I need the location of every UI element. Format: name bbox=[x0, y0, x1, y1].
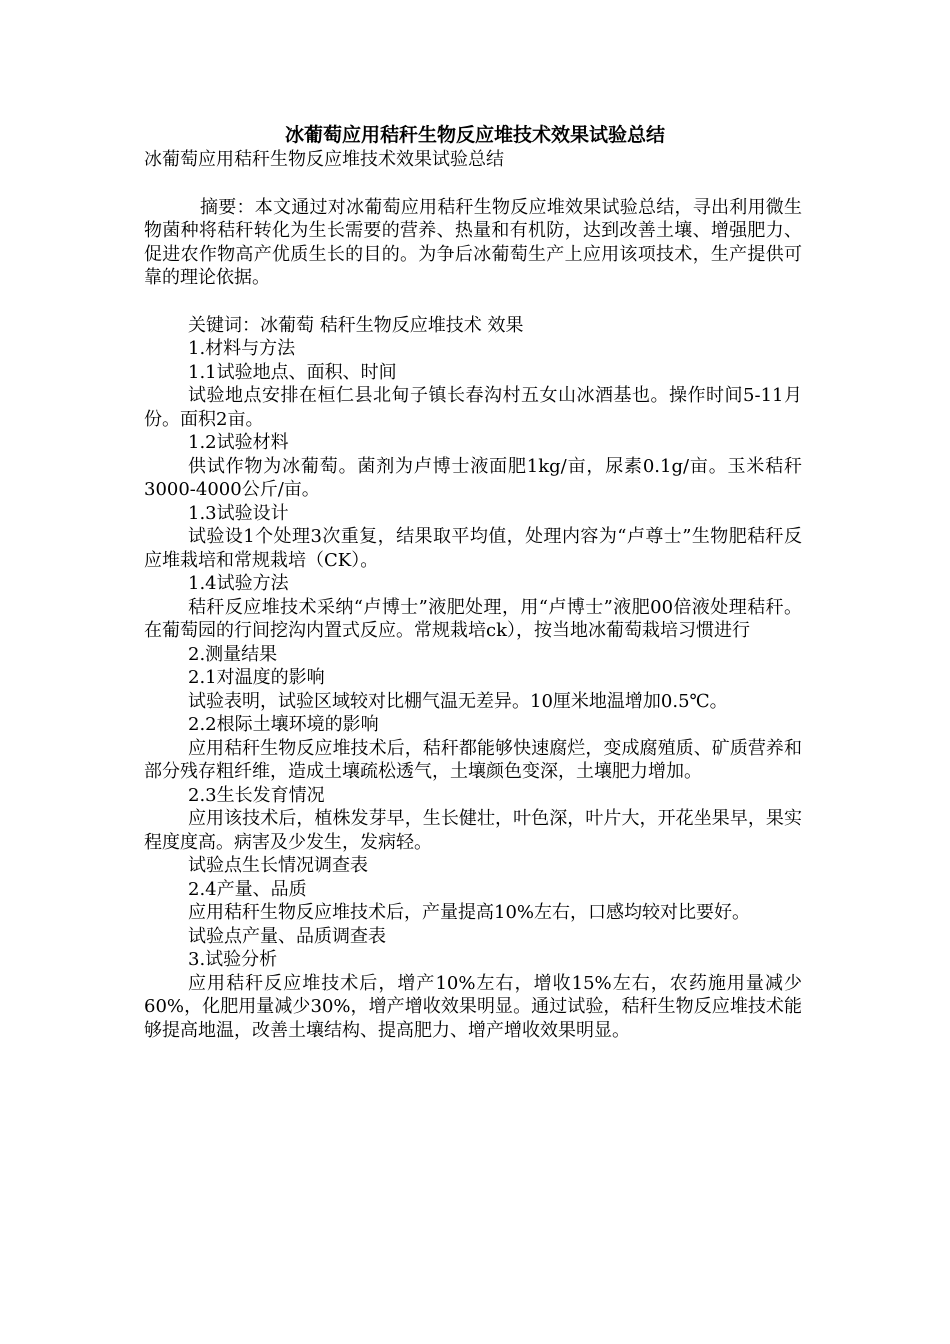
paragraph-2-3: 应用该技术后，植株发芽早，生长健壮，叶色深，叶片大，开花坐果早，果实程度度高。病害及少发生，发病轻。 bbox=[144, 808, 802, 853]
paragraph-1-2: 供试作物为冰葡萄。菌剂为卢博士液面肥1kg/亩，尿素0.1g/亩。玉米秸秆3000-4000公斤/亩。 bbox=[144, 455, 802, 500]
subsection-heading-2-3: 2.3生长发育情况 bbox=[188, 784, 325, 806]
subsection-heading-1-2: 1.2试验材料 bbox=[188, 432, 289, 453]
subsection-heading-2-2: 2.2根际土壤环境的影响 bbox=[188, 714, 379, 735]
document-title: 冰葡萄应用秸秆生物反应堆技术效果试验总结 bbox=[284, 124, 665, 146]
abstract-paragraph: 摘要：本文通过对冰葡萄应用秸秆生物反应堆效果试验总结，寻出利用微生物菌种将秸秆转化为生长需要的营养、热量和有机防，达到改善土壤、增强肥力、促进农作物高产优质生长的目的。为争后冰葡萄生产上应用该项技术，生产提供可靠的理论依据。 bbox=[144, 196, 802, 288]
spacer bbox=[144, 172, 802, 196]
subsection-heading-2-4: 2.4产量、品质 bbox=[188, 878, 307, 900]
section-heading-3: 3.试验分析 bbox=[188, 949, 278, 970]
subsection-heading-1-4: 1.4试验方法 bbox=[188, 573, 289, 594]
spacer bbox=[144, 290, 802, 314]
subsection-heading-1-3: 1.3试验设计 bbox=[188, 502, 289, 524]
paragraph-2-1: 试验表明，试验区域较对比棚气温无差异。10厘米地温增加0.5℃。 bbox=[188, 690, 728, 712]
paragraph-1-3: 试验设1个处理3次重复，结果取平均值，处理内容为“卢尊士”生物肥秸秆反应堆栽培和常规栽培（CK）。 bbox=[144, 526, 802, 571]
table-caption-yield: 试验点产量、品质调查表 bbox=[188, 925, 386, 947]
subsection-heading-1-1: 1.1试验地点、面积、时间 bbox=[188, 361, 397, 383]
subsection-heading-2-1: 2.1对温度的影响 bbox=[188, 667, 325, 688]
paragraph-1-1: 试验地点安排在桓仁县北甸子镇长春沟村五女山冰酒基也。操作时间5-11月份。面积2亩。 bbox=[144, 385, 802, 430]
paragraph-3: 应用秸秆反应堆技术后，增产10%左右，增收15%左右，农药施用量减少60%，化肥用量减少30%，增产增收效果明显。通过试验，秸秆生物反应堆技术能够提高地温，改善土壤结构、提高肥力、增产增收效果明显。 bbox=[144, 972, 802, 1041]
keywords-line: 关键词：冰葡萄 秸秆生物反应堆技术 效果 bbox=[188, 314, 524, 336]
document-subtitle: 冰葡萄应用秸秆生物反应堆技术效果试验总结 bbox=[144, 149, 504, 170]
table-caption-growth: 试验点生长情况调查表 bbox=[188, 855, 368, 876]
paragraph-1-4: 秸秆反应堆技术采纳“卢博士”液肥处理，用“卢博士”液肥00倍液处理秸秆。在葡萄园的行间挖沟内置式反应。常规栽培ck），按当地冰葡萄栽培习惯进行 bbox=[144, 596, 802, 641]
section-heading-2: 2.测量结果 bbox=[188, 643, 278, 665]
document-body bbox=[144, 148, 802, 1042]
section-heading-1: 1.材料与方法 bbox=[188, 338, 296, 359]
paragraph-2-4: 应用秸秆生物反应堆技术后，产量提高10%左右，口感均较对比要好。 bbox=[188, 902, 751, 923]
paragraph-2-2: 应用秸秆生物反应堆技术后，秸秆都能够快速腐烂，变成腐殖质、矿质营养和部分残存粗纤维，造成土壤疏松透气，土壤颜色变深，土壤肥力增加。 bbox=[144, 737, 802, 782]
